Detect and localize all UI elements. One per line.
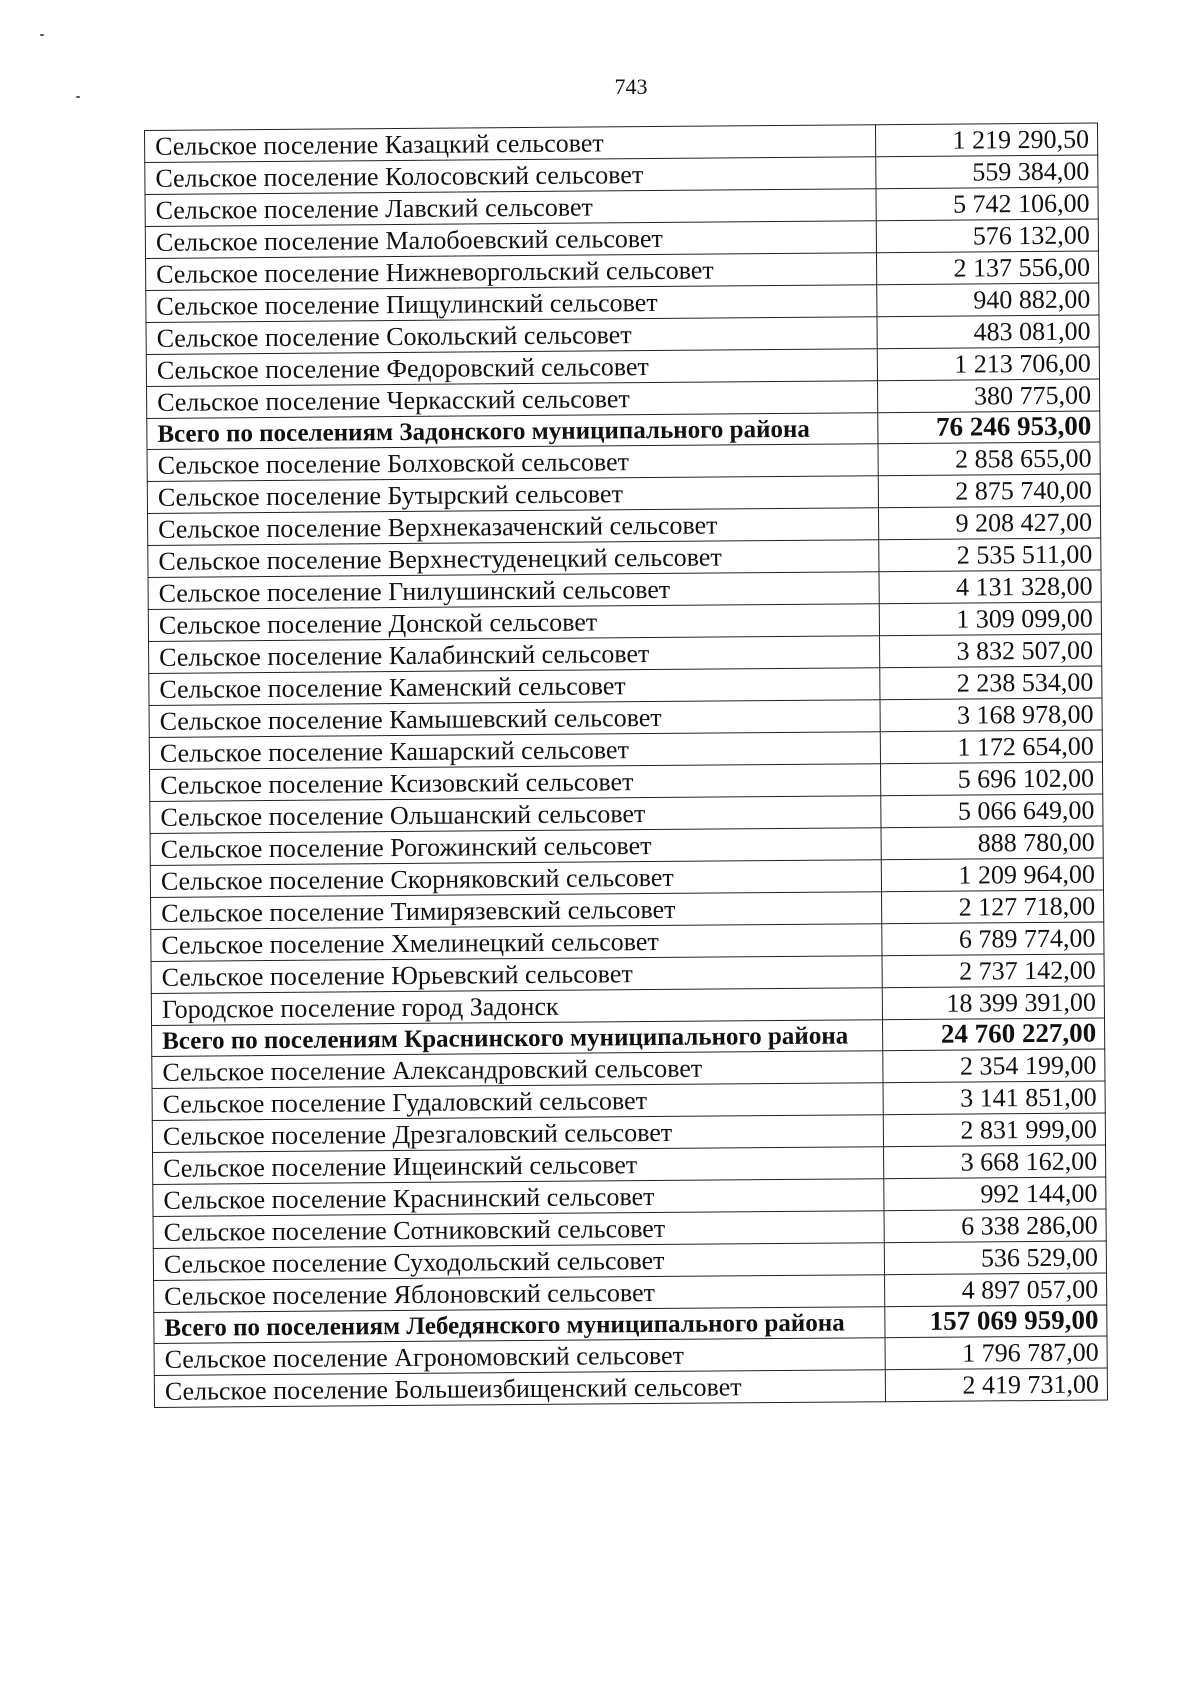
settlement-name: Сельское поселение Большеизбищенский сельсовет <box>154 1370 885 1408</box>
settlement-name: Сельское поселение Гудаловский сельсовет <box>152 1083 883 1121</box>
settlement-amount: 6 338 286,00 <box>884 1209 1106 1243</box>
settlement-name: Сельское поселение Сокольский сельсовет <box>146 317 877 355</box>
district-total-label: Всего по поселениям Лебедянского муниципального района <box>154 1307 885 1344</box>
settlement-name: Сельское поселение Юрьевский сельсовет <box>151 956 882 994</box>
settlement-amount: 1 213 706,00 <box>877 347 1099 381</box>
settlement-amount: 5 742 106,00 <box>876 187 1098 221</box>
settlement-name: Городское поселение город Задонск <box>151 988 882 1026</box>
settlement-amount: 1 219 290,50 <box>875 123 1097 157</box>
settlement-name: Сельское поселение Малобоевский сельсовет <box>145 221 876 259</box>
settlement-name: Сельское поселение Колосовский сельсовет <box>145 157 876 195</box>
settlement-name: Сельское поселение Лавский сельсовет <box>145 189 876 227</box>
settlement-name: Сельское поселение Пищулинский сельсовет <box>146 285 877 323</box>
settlement-amount: 3 832 507,00 <box>879 634 1101 668</box>
settlement-amount: 6 789 774,00 <box>882 922 1104 956</box>
settlement-amount: 2 535 511,00 <box>879 538 1101 572</box>
settlement-row <box>154 1368 1107 1407</box>
settlement-amount: 576 132,00 <box>876 219 1098 253</box>
settlement-name: Сельское поселение Александровский сельсовет <box>152 1051 883 1089</box>
settlement-name: Сельское поселение Рогожинский сельсовет <box>150 828 881 866</box>
settlement-amount: 940 882,00 <box>877 283 1099 317</box>
settlement-amount: 5 066 649,00 <box>881 794 1103 828</box>
settlement-name: Сельское поселение Бутырский сельсовет <box>147 476 878 514</box>
settlement-name: Сельское поселение Дрезгаловский сельсовет <box>152 1115 883 1153</box>
settlement-name: Сельское поселение Черкасский сельсовет <box>147 381 878 419</box>
settlement-amount: 1 796 787,00 <box>885 1336 1107 1370</box>
settlement-name: Сельское поселение Калабинский сельсовет <box>149 636 880 674</box>
settlement-amount: 2 831 999,00 <box>883 1113 1105 1147</box>
settlement-amount: 2 238 534,00 <box>880 666 1102 700</box>
settlement-name: Сельское поселение Гнилушинский сельсовет <box>148 572 879 610</box>
settlement-name: Сельское поселение Агрономовский сельсовет <box>154 1338 885 1376</box>
district-total-amount: 24 760 227,00 <box>883 1018 1105 1051</box>
settlement-amount: 3 168 978,00 <box>880 698 1102 732</box>
settlement-name: Сельское поселение Яблоновский сельсовет <box>154 1275 885 1313</box>
settlement-name: Сельское поселение Верхнеказаченский сельсовет <box>148 508 879 546</box>
settlement-amount: 992 144,00 <box>884 1177 1106 1211</box>
settlement-name: Сельское поселение Каменский сельсовет <box>149 668 880 706</box>
settlement-amount: 559 384,00 <box>876 155 1098 189</box>
settlement-name: Сельское поселение Сотниковский сельсовет <box>153 1211 884 1249</box>
settlement-name: Сельское поселение Скорняковский сельсовет <box>150 860 881 898</box>
settlement-amount: 1 209 964,00 <box>881 858 1103 892</box>
settlement-amount: 2 137 556,00 <box>876 251 1098 285</box>
settlements-budget-table <box>144 123 1108 1408</box>
settlement-name: Сельское поселение Болховской сельсовет <box>147 444 878 482</box>
settlement-amount: 483 081,00 <box>877 315 1099 349</box>
scan-speck <box>40 34 44 36</box>
settlement-amount: 380 775,00 <box>877 379 1099 413</box>
settlement-name: Сельское поселение Кашарский сельсовет <box>149 732 880 770</box>
settlement-amount: 1 309 099,00 <box>879 602 1101 636</box>
settlement-name: Сельское поселение Краснинский сельсовет <box>153 1179 884 1217</box>
settlement-amount: 4 897 057,00 <box>885 1273 1107 1307</box>
settlement-amount: 3 668 162,00 <box>884 1145 1106 1179</box>
settlement-name: Сельское поселение Ксизовский сельсовет <box>150 764 881 802</box>
settlement-name: Сельское поселение Хмелинецкий сельсовет <box>151 924 882 962</box>
settlement-name: Сельское поселение Верхнестуденецкий сельсовет <box>148 540 879 578</box>
settlement-amount: 4 131 328,00 <box>879 570 1101 604</box>
settlement-name: Сельское поселение Тимирязевский сельсовет <box>151 892 882 930</box>
settlement-name: Сельское поселение Казацкий сельсовет <box>145 125 876 163</box>
table-body <box>145 123 1108 1407</box>
settlement-amount: 2 127 718,00 <box>882 890 1104 924</box>
settlement-name: Сельское поселение Федоровский сельсовет <box>146 349 877 387</box>
district-total-amount: 157 069 959,00 <box>885 1305 1107 1338</box>
settlement-name: Сельское поселение Суходольский сельсовет <box>153 1243 884 1281</box>
district-total-label: Всего по поселениям Краснинского муниципального района <box>152 1020 883 1057</box>
settlement-name: Сельское поселение Донской сельсовет <box>148 604 879 642</box>
settlement-amount: 18 399 391,00 <box>882 986 1104 1020</box>
settlement-amount: 3 141 851,00 <box>883 1081 1105 1115</box>
settlement-amount: 2 737 142,00 <box>882 954 1104 988</box>
settlement-amount: 9 208 427,00 <box>878 506 1100 540</box>
settlement-name: Сельское поселение Нижневоргольский сельсовет <box>146 253 877 291</box>
settlement-name: Сельское поселение Ольшанский сельсовет <box>150 796 881 834</box>
district-total-amount: 76 246 953,00 <box>878 411 1100 444</box>
settlement-amount: 1 172 654,00 <box>880 730 1102 764</box>
settlement-amount: 536 529,00 <box>884 1241 1106 1275</box>
settlement-name: Сельское поселение Ищеинский сельсовет <box>153 1147 884 1185</box>
settlement-amount: 2 419 731,00 <box>885 1368 1107 1402</box>
settlement-amount: 2 858 655,00 <box>878 442 1100 476</box>
settlement-name: Сельское поселение Камышевский сельсовет <box>149 700 880 738</box>
district-total-label: Всего по поселениям Задонского муниципального района <box>147 413 878 450</box>
settlement-amount: 5 696 102,00 <box>881 762 1103 796</box>
page-number: 743 <box>614 74 648 99</box>
settlement-amount: 2 354 199,00 <box>883 1049 1105 1083</box>
settlement-amount: 2 875 740,00 <box>878 474 1100 508</box>
settlement-amount: 888 780,00 <box>881 826 1103 860</box>
